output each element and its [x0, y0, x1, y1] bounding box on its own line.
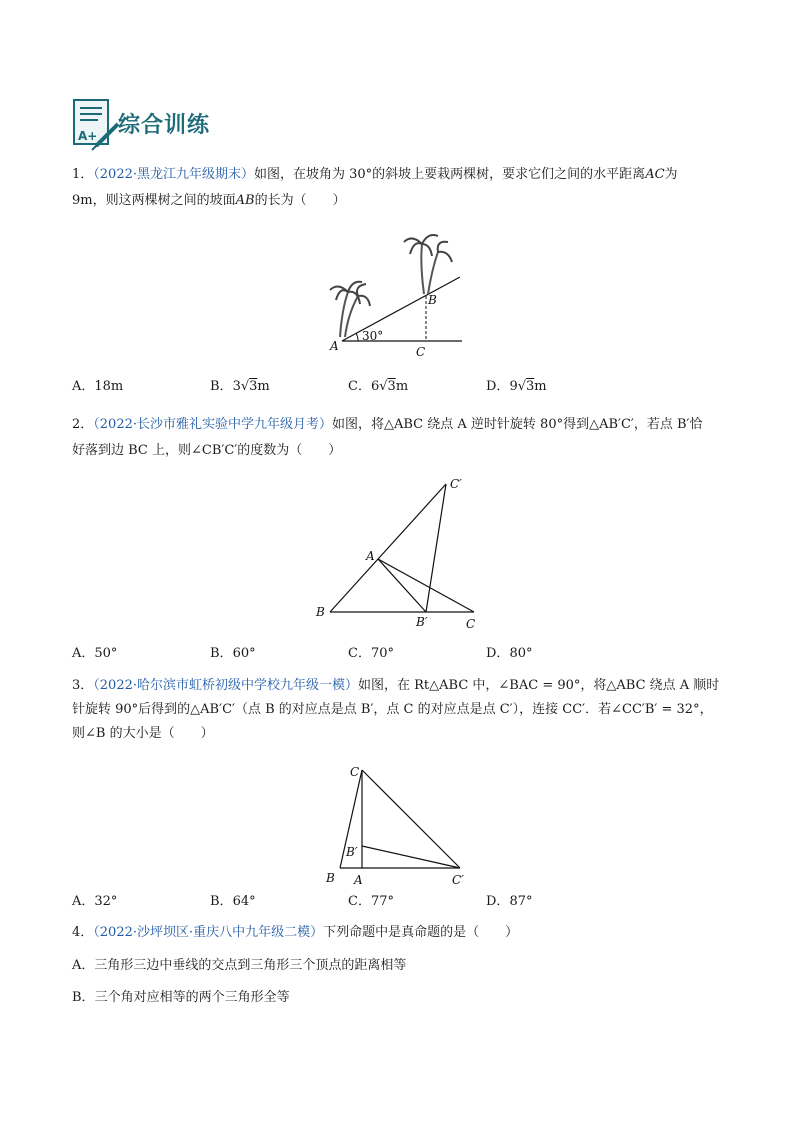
q1-var-ac: AC — [645, 167, 665, 182]
option-radicand: 3 — [249, 379, 258, 394]
option-label: D． — [486, 646, 510, 661]
q2-number: 2． — [72, 417, 94, 432]
option-coef: 3 — [232, 379, 241, 394]
option-text: 64° — [232, 894, 256, 909]
option-label: A． — [72, 958, 95, 973]
sqrt-icon: √ — [240, 379, 250, 394]
option-label: C． — [348, 646, 371, 661]
q3-label-b: B — [326, 871, 335, 885]
q1-option-d[interactable] — [486, 377, 547, 397]
q3-label-b-prime: B′ — [346, 845, 358, 859]
q2-label-b-prime: B′ — [416, 615, 428, 629]
option-label: A． — [72, 894, 95, 909]
option-unit: m — [534, 379, 547, 394]
question-1 — [72, 162, 732, 214]
q2-option-a[interactable] — [72, 644, 117, 664]
q3-figure — [322, 760, 472, 890]
q2-label-c: C — [466, 617, 476, 631]
sqrt-icon: √ — [517, 379, 527, 394]
option-label: B． — [210, 894, 233, 909]
q2-figure — [314, 474, 488, 636]
q1-label-b: B — [428, 293, 437, 307]
option-label: C． — [348, 894, 371, 909]
q3-option-a[interactable] — [72, 892, 117, 912]
q4-choice-b[interactable] — [72, 988, 290, 1008]
option-label: A． — [72, 646, 95, 661]
q3-number: 3． — [72, 678, 94, 693]
q3-option-b[interactable] — [210, 892, 256, 912]
q2-option-d[interactable] — [486, 644, 532, 664]
q2-line1: 如图，将△ABC 绕点 A 逆时针旋转 80°得到△AB′C′，若点 B′恰 — [332, 417, 703, 432]
option-text: 50° — [94, 646, 118, 661]
q3-label-c-prime: C′ — [452, 873, 464, 887]
q2-line2: 好落到边 BC 上，则∠CB′C′的度数为（ ） — [72, 443, 342, 458]
q2-label-a: A — [366, 549, 375, 563]
option-coef: 6 — [370, 379, 380, 394]
q2-option-b[interactable] — [210, 644, 256, 664]
q1-option-b[interactable] — [210, 377, 270, 397]
q2-label-b: B — [316, 605, 325, 619]
q1-option-c[interactable] — [348, 377, 408, 397]
sqrt-icon: √ — [379, 379, 388, 394]
icon-text: A+ — [78, 129, 98, 143]
option-radicand: 3 — [387, 379, 396, 394]
q1-source: （2022·黑龙江九年级期末） — [93, 167, 254, 182]
q2-label-c-prime: C′ — [450, 477, 462, 491]
question-4 — [72, 920, 732, 946]
q2-source: （2022·长沙市雅礼实验中学九年级月考） — [93, 417, 332, 432]
q1-label-angle: 30° — [362, 329, 384, 343]
q1-label-a: A — [330, 339, 339, 353]
q3-option-c[interactable] — [348, 892, 394, 912]
option-label: A． — [72, 379, 95, 394]
q1-line1: 如图，在坡角为 30°的斜坡上要栽两棵树，要求它们之间的水平距离 — [254, 167, 646, 182]
option-label: C． — [348, 379, 371, 394]
option-label: D． — [486, 379, 510, 394]
q3-label-c: C — [350, 765, 360, 779]
q1-number: 1． — [72, 167, 94, 182]
q4-number: 4． — [72, 925, 94, 940]
q3-label-a: A — [354, 873, 363, 887]
q3-line3: 则∠B 的大小是（ ） — [72, 726, 214, 741]
q1-option-a[interactable] — [72, 377, 123, 397]
q4-line1: 下列命题中是真命题的是（ ） — [323, 925, 519, 940]
q1-var-ab: AB — [235, 193, 255, 208]
option-label: B． — [210, 646, 233, 661]
option-text: 77° — [370, 894, 394, 909]
option-unit: m — [395, 379, 409, 394]
q3-source: （2022·哈尔滨市虹桥初级中学校九年级一模） — [93, 678, 358, 693]
q4-choice-a[interactable] — [72, 956, 406, 976]
option-text: 60° — [232, 646, 256, 661]
option-unit: m — [257, 379, 270, 394]
option-label: B． — [210, 379, 233, 394]
q3-option-d[interactable] — [486, 892, 532, 912]
q4-source: （2022·沙坪坝区·重庆八中九年级二模） — [93, 925, 324, 940]
option-radicand: 3 — [526, 379, 535, 394]
option-coef: 9 — [509, 379, 518, 394]
q1-label-c: C — [416, 345, 426, 359]
option-text: 三角形三边中垂线的交点到三角形三个顶点的距离相等 — [94, 958, 407, 973]
question-3 — [72, 674, 732, 746]
section-title: 综合训练 — [118, 113, 211, 138]
option-text: 87° — [509, 894, 533, 909]
option-text: 三个角对应相等的两个三角形全等 — [94, 990, 290, 1005]
option-text: 32° — [94, 894, 118, 909]
q1-line2: 9m，则这两棵树之间的坡面 — [72, 193, 236, 208]
q1-line2-end: 的长为（ ） — [254, 193, 346, 208]
q3-line2: 针旋转 90°后得到的△AB′C′（点 B 的对应点是点 B′，点 C 的对应点是点 C′），连接 CC′．若∠CC′B′ = 32°， — [72, 702, 713, 717]
q3-line1: 如图，在 Rt△ABC 中，∠BAC = 90°，将△ABC 绕点 A 顺时 — [358, 678, 720, 693]
question-2 — [72, 412, 732, 464]
option-label: B． — [72, 990, 95, 1005]
q2-option-c[interactable] — [348, 644, 394, 664]
option-label: D． — [486, 894, 510, 909]
q1-line1-end: 为 — [664, 167, 678, 182]
option-text: 18m — [94, 379, 124, 394]
option-text: 80° — [509, 646, 533, 661]
option-text: 70° — [370, 646, 394, 661]
q1-figure — [318, 224, 478, 364]
